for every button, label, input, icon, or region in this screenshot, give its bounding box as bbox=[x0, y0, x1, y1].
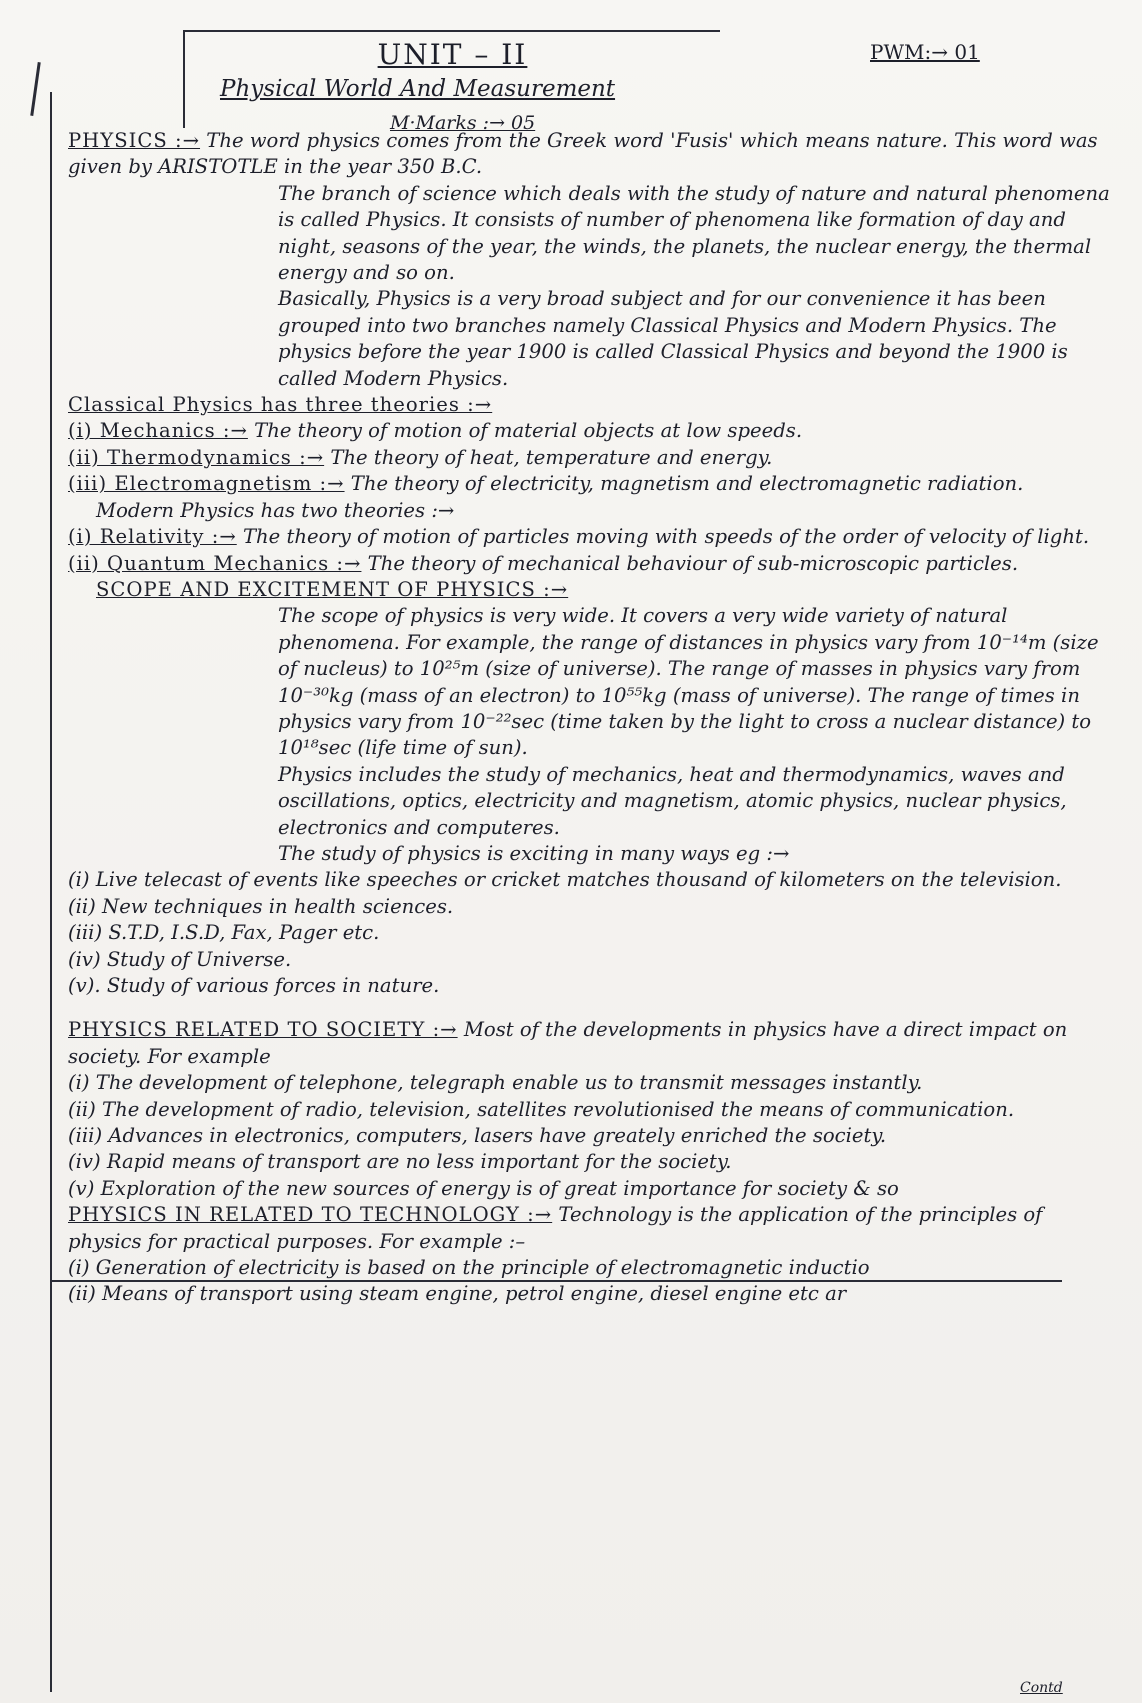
section-divider bbox=[52, 1280, 1062, 1282]
max-marks: M·Marks :→ 05 bbox=[390, 112, 536, 134]
scope-heading: SCOPE AND EXCITEMENT OF PHYSICS :→ bbox=[96, 577, 569, 601]
scope-para-1: The scope of physics is very wide. It covers a very wide variety of natural phenomena. For example, the range of distances in physics vary from 10⁻¹⁴m (size of nucleus) to 10²⁵m (size of universe). The range of masses in physics vary from 10⁻³⁰kg (mass of an electron) to 10⁵⁵kg (mass of universe). The range of times in physics vary from 10⁻²²sec (time taken by the light to cross a nuclear distance) to 10¹⁸sec (life time of sun). bbox=[278, 604, 1099, 760]
society-item: (iii) Advances in electronics, computers, lasers have greately enriched the society. bbox=[68, 1124, 887, 1148]
exciting-item: (iv) Study of Universe. bbox=[68, 947, 292, 971]
scope-para-2: Physics includes the study of mechanics, heat and thermodynamics, waves and oscillations, optics, electricity and magnetism, atomic physics, nuclear physics, electronics and computeres. bbox=[278, 762, 1067, 839]
classical-item: (ii) Thermodynamics :→ The theory of heat, temperature and energy. bbox=[68, 445, 773, 469]
classical-heading: Classical Physics has three theories :→ bbox=[68, 393, 493, 417]
continued-note: Contd bbox=[1020, 1680, 1063, 1696]
tech-item: (ii) Means of transport using steam engine, petrol engine, diesel engine etc ar bbox=[68, 1282, 847, 1306]
modern-item: (i) Relativity :→ The theory of motion of particles moving with speeds of the order of velocity of light. bbox=[68, 525, 1090, 549]
tech-item: (i) Generation of electricity is based on the principle of electromagnetic inductio bbox=[68, 1256, 870, 1280]
exciting-item: (v). Study of various forces in nature. bbox=[68, 974, 440, 997]
tech-para: PHYSICS IN RELATED TO TECHNOLOGY :→ Technology is the application of the principles of physics for practical purposes. For example :– bbox=[68, 1203, 1043, 1253]
margin-line bbox=[50, 92, 52, 1692]
society-para: PHYSICS RELATED TO SOCIETY :→ Most of the developments in physics have a direct impact on society. For example bbox=[68, 1018, 1068, 1068]
society-item: (i) The development of telephone, telegraph enable us to transmit messages instantly. bbox=[68, 1071, 923, 1095]
society-item: (iv) Rapid means of transport are no less important for the society. bbox=[68, 1150, 732, 1174]
physics-para-1: PHYSICS :→ The word physics comes from the Greek word 'Fusis' which means nature. This word was given by ARISTOTLE in the year 350 B.C. bbox=[68, 129, 1098, 179]
modern-item: (ii) Quantum Mechanics :→ The theory of mechanical behaviour of sub-microscopic particles. bbox=[68, 551, 1019, 575]
physics-heading: PHYSICS :→ bbox=[68, 129, 201, 152]
chapter-title: Physical World And Measurement bbox=[220, 76, 616, 102]
page-content bbox=[68, 128, 1113, 1308]
modern-heading: Modern Physics has two theories :→ bbox=[96, 498, 455, 522]
page-code: PWM:→ 01 bbox=[870, 40, 980, 64]
physics-para-3: Basically, Physics is a very broad subject and for our convenience it has been grouped into two branches namely Classical Physics and Modern Physics. The physics before the year 1900 is called Classical Physics and beyond the 1900 is called Modern Physics. bbox=[278, 287, 1068, 390]
classical-item: (i) Mechanics :→ The theory of motion of material objects at low speeds. bbox=[68, 419, 803, 443]
society-item: (v) Exploration of the new sources of energy is of great importance for society & so bbox=[68, 1176, 899, 1200]
exciting-item: (i) Live telecast of events like speeches or cricket matches thousand of kilometers on the television. bbox=[68, 868, 1062, 892]
physics-para-2: The branch of science which deals with the study of nature and natural phenomena is called Physics. It consists of number of phenomena like formation of day and night, seasons of the year, the winds, the planets, the nuclear energy, the thermal energy and so on. bbox=[278, 181, 1110, 285]
classical-item: (iii) Electromagnetism :→ The theory of electricity, magnetism and electromagnetic radiation. bbox=[68, 472, 1024, 496]
margin-tick bbox=[30, 62, 40, 116]
unit-title: UNIT – II bbox=[377, 38, 528, 71]
exciting-item: (iii) S.T.D, I.S.D, Fax, Pager etc. bbox=[68, 921, 380, 945]
society-heading: PHYSICS RELATED TO SOCIETY :→ bbox=[68, 1018, 458, 1042]
scope-para-3: The study of physics is exciting in many ways eg :→ bbox=[278, 841, 790, 865]
header-box bbox=[183, 30, 720, 134]
tech-heading: PHYSICS IN RELATED TO TECHNOLOGY :→ bbox=[68, 1203, 553, 1227]
exciting-item: (ii) New techniques in health sciences. bbox=[68, 894, 454, 918]
society-item: (ii) The development of radio, television, satellites revolutionised the means of communication. bbox=[68, 1097, 1015, 1121]
